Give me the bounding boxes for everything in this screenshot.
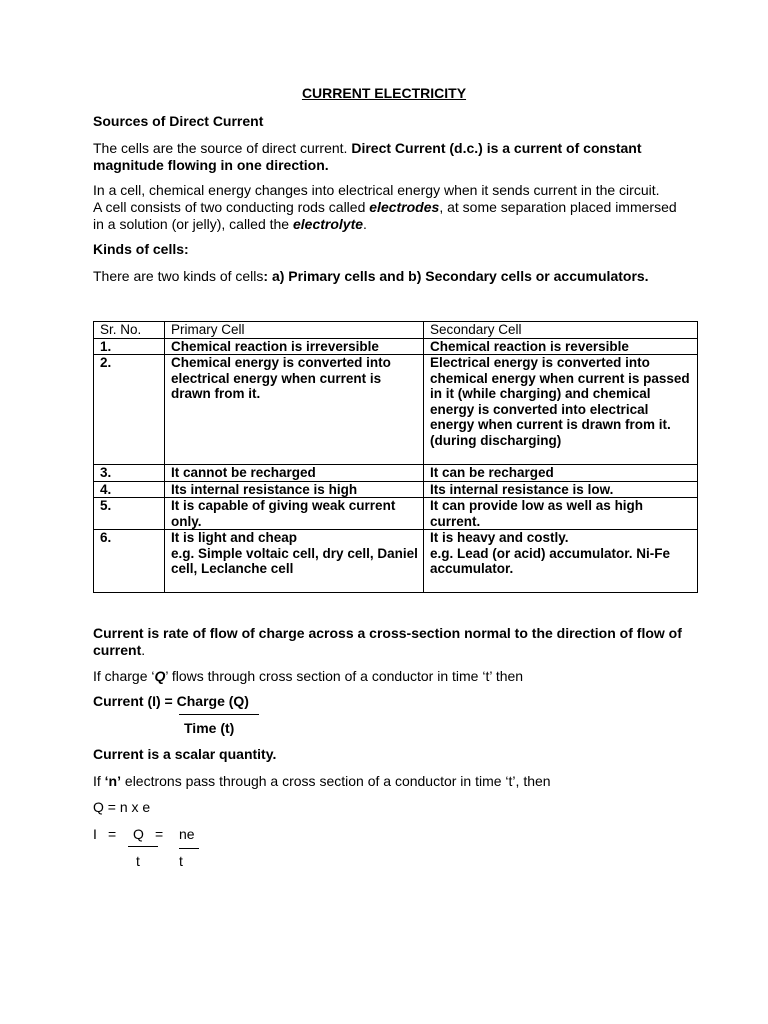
row-number: 6.: [94, 530, 165, 593]
cells-comparison-table: [93, 321, 698, 593]
cell-line1: In a cell, chemical energy changes into electrical energy when it sends current in the circuit.: [93, 182, 660, 198]
primary-cell-value: Its internal resistance is high: [165, 481, 424, 498]
dc-definition: Direct Current (d.c.) is a current of constant magnitude flowing in one direction.: [93, 140, 642, 173]
row-number: 2.: [94, 355, 165, 465]
row-number: 1.: [94, 338, 165, 355]
electrons-line-end: electrons pass through a cross section of a conductor in time ‘t’, then: [121, 773, 551, 789]
formula-equals-2: =: [155, 826, 164, 842]
cell-part2: , at some separation placed immersed in a solution (or jelly), called the: [93, 199, 677, 232]
term-electrodes: electrodes: [369, 199, 440, 215]
sources-paragraph: [93, 140, 673, 174]
table-row: [94, 530, 698, 593]
row-number: 3.: [94, 465, 165, 482]
current-definition-end: .: [141, 642, 146, 658]
table-row: [94, 498, 698, 530]
current-definition: [93, 625, 693, 659]
electrons-line-start: If: [93, 773, 105, 789]
kinds-intro: There are two kinds of cells: [93, 268, 264, 284]
table-header-row: [94, 322, 698, 339]
cell-paragraph: [93, 182, 683, 233]
formula-equals-1: =: [108, 826, 117, 842]
scalar-statement: Current is a scalar quantity.: [93, 746, 277, 762]
formula-i: I: [93, 826, 97, 842]
primary-cell-value: It cannot be recharged: [165, 465, 424, 482]
primary-cell-value: Chemical energy is converted into electrical energy when current is drawn from it.: [165, 355, 424, 465]
secondary-cell-value: Chemical reaction is reversible: [424, 338, 698, 355]
sources-intro: The cells are the source of direct current.: [93, 140, 352, 156]
table-row: [94, 355, 698, 465]
current-definition-text: Current is rate of flow of charge across a cross-section normal to the direction of flow of current: [93, 625, 682, 658]
electrons-line: [93, 773, 683, 790]
secondary-cell-value: Its internal resistance is low.: [424, 481, 698, 498]
fraction-bar: [179, 714, 259, 715]
secondary-cell-value: It can provide low as well as high current.: [424, 498, 698, 530]
secondary-cell-value: It can be recharged: [424, 465, 698, 482]
charge-line-start: If charge ‘: [93, 668, 155, 684]
header-sr-no: Sr. No.: [94, 322, 165, 339]
row-number: 4.: [94, 481, 165, 498]
header-primary-cell: Primary Cell: [165, 322, 424, 339]
cell-end: .: [363, 216, 367, 232]
primary-cell-value: It is light and cheap e.g. Simple voltaic cell, dry cell, Daniel cell, Leclanche cell: [165, 530, 424, 593]
formula-t-2: t: [179, 853, 183, 869]
row-number: 5.: [94, 498, 165, 530]
kinds-list: a) Primary cells and b) Secondary cells or accumulators.: [271, 268, 649, 284]
kinds-paragraph: [93, 268, 693, 285]
sources-heading: Sources of Direct Current: [93, 113, 264, 129]
formula-current-numerator: Current (I) = Charge (Q): [93, 693, 249, 709]
document-title: CURRENT ELECTRICITY: [301, 85, 467, 101]
charge-line-end: ’ flows through cross section of a conductor in time ‘t’ then: [165, 668, 524, 684]
header-secondary-cell: Secondary Cell: [424, 322, 698, 339]
fraction-bar: [179, 848, 199, 849]
formula-charge: Q = n x e: [93, 799, 151, 815]
formula-current-denominator: Time (t): [184, 720, 235, 736]
primary-cell-value: Chemical reaction is irreversible: [165, 338, 424, 355]
table-row: [94, 465, 698, 482]
primary-cell-value: It is capable of giving weak current only.: [165, 498, 424, 530]
charge-symbol: Q: [154, 668, 166, 684]
kinds-colon: :: [263, 268, 272, 284]
electrons-symbol: ‘n’: [104, 773, 122, 789]
cell-part1: A cell consists of two conducting rods called: [93, 199, 370, 215]
charge-line: [93, 668, 683, 685]
secondary-cell-value: It is heavy and costly. e.g. Lead (or acid) accumulator. Ni-Fe accumulator.: [424, 530, 698, 593]
formula-q: Q: [133, 826, 144, 842]
secondary-cell-value: Electrical energy is converted into chemical energy when current is passed in it (while charging) and chemical energy is converted into electrical energy when current is drawn from it.(during discharging): [424, 355, 698, 465]
table-row: [94, 481, 698, 498]
fraction-bar: [128, 846, 158, 847]
formula-t-1: t: [136, 853, 140, 869]
kinds-heading: Kinds of cells:: [93, 241, 189, 257]
table-row: [94, 338, 698, 355]
formula-ne: ne: [179, 826, 195, 842]
term-electrolyte: electrolyte: [293, 216, 364, 232]
